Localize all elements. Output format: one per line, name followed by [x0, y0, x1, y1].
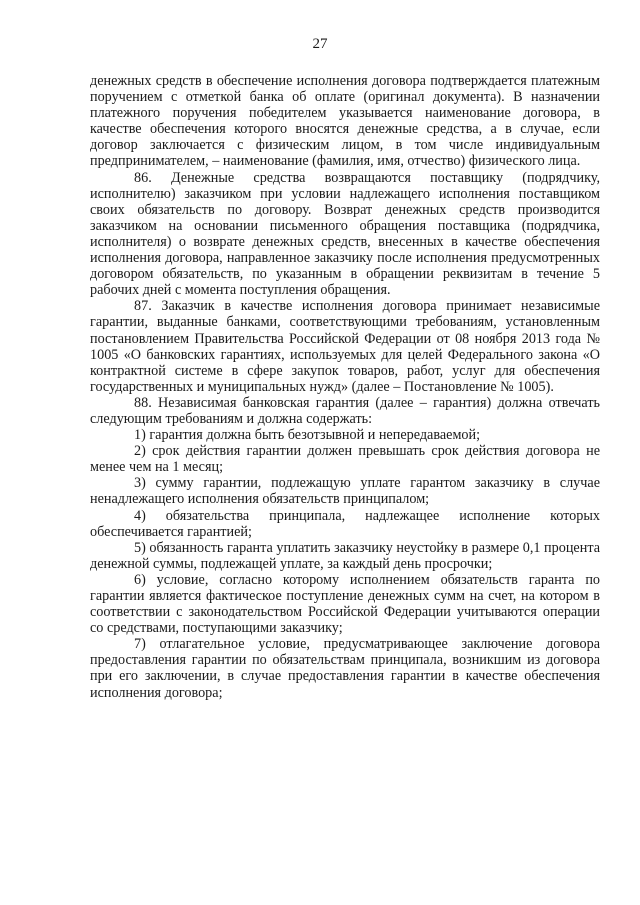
list-item-6: 6) условие, согласно которому исполнением обязательств гаранта по гарантии является фактическое поступление денежных сумм на счет, на котором в соответствии с законодательством Российской Федерации учитываются операции со средствами, поступающими заказчику; — [90, 571, 600, 637]
list-item-7: 7) отлагательное условие, предусматривающее заключение договора предоставления гарантии по обязательствам принципала, возникшим из договора при его заключении, в случае предоставления гарантии в качестве обеспечения исполнения договора; — [90, 636, 600, 701]
page-number: 27 — [312, 36, 328, 52]
document-body — [90, 73, 600, 701]
paragraph-security-confirmation: денежных средств в обеспечение исполнения договора подтверждается платежным поручением с отметкой банка об оплате (оригинал документа). В назначении платежного поручения победителем указывается наименование договора, в качестве обеспечения которого вносятся денежные средства, а в случае, если договор заключается с физическим лицом, в том числе индивидуальным предпринимателем, – наименование (фамилия, имя, отчество) физического лица. — [90, 73, 600, 170]
list-item-5: 5) обязанность гаранта уплатить заказчику неустойку в размере 0,1 процента денежной суммы, подлежащей уплате, за каждый день просрочки; — [90, 539, 600, 572]
paragraph-86-refund: 86. Денежные средства возвращаются поставщику (подрядчику, исполнителю) заказчиком при условии надлежащего исполнения поставщиком своих обязательств по договору. Возврат денежных средств производится заказчиком на основании письменного обращения поставщика (подрядчика, исполнителя) о возврате денежных средств, внесенных в качестве обеспечения исполнения договора, направленное заказчику после исполнения предусмотренных договором обязательств, по указанным в обращении реквизитам в течение 5 рабочих дней с момента поступления обращения. — [90, 169, 600, 299]
list-item-1: 1) гарантия должна быть безотзывной и непередаваемой; — [134, 427, 481, 444]
paragraph-88-requirements: 88. Независимая банковская гарантия (далее – гарантия) должна отвечать следующим требованиям и должна содержать: — [90, 394, 600, 427]
list-item-4: 4) обязательства принципала, надлежащее исполнение которых обеспечивается гарантией; — [90, 507, 600, 540]
list-item-3: 3) сумму гарантии, подлежащую уплате гарантом заказчику в случае ненадлежащего исполнения обязательств принципалом; — [90, 475, 600, 508]
paragraph-87-guarantees: 87. Заказчик в качестве исполнения договора принимает независимые гарантии, выданные банками, соответствующими требованиям, установленным постановлением Правительства Российской Федерации от 08 ноября 2013 года № 1005 «О банковских гарантиях, используемых для целей Федерального закона «О контрактной системе в сфере закупок товаров, работ, услуг для обеспечения государственных и муниципальных нужд» (далее – Постановление № 1005). — [90, 298, 600, 395]
list-item-2: 2) срок действия гарантии должен превышать срок действия договора не менее чем на 1 месяц; — [90, 443, 600, 476]
